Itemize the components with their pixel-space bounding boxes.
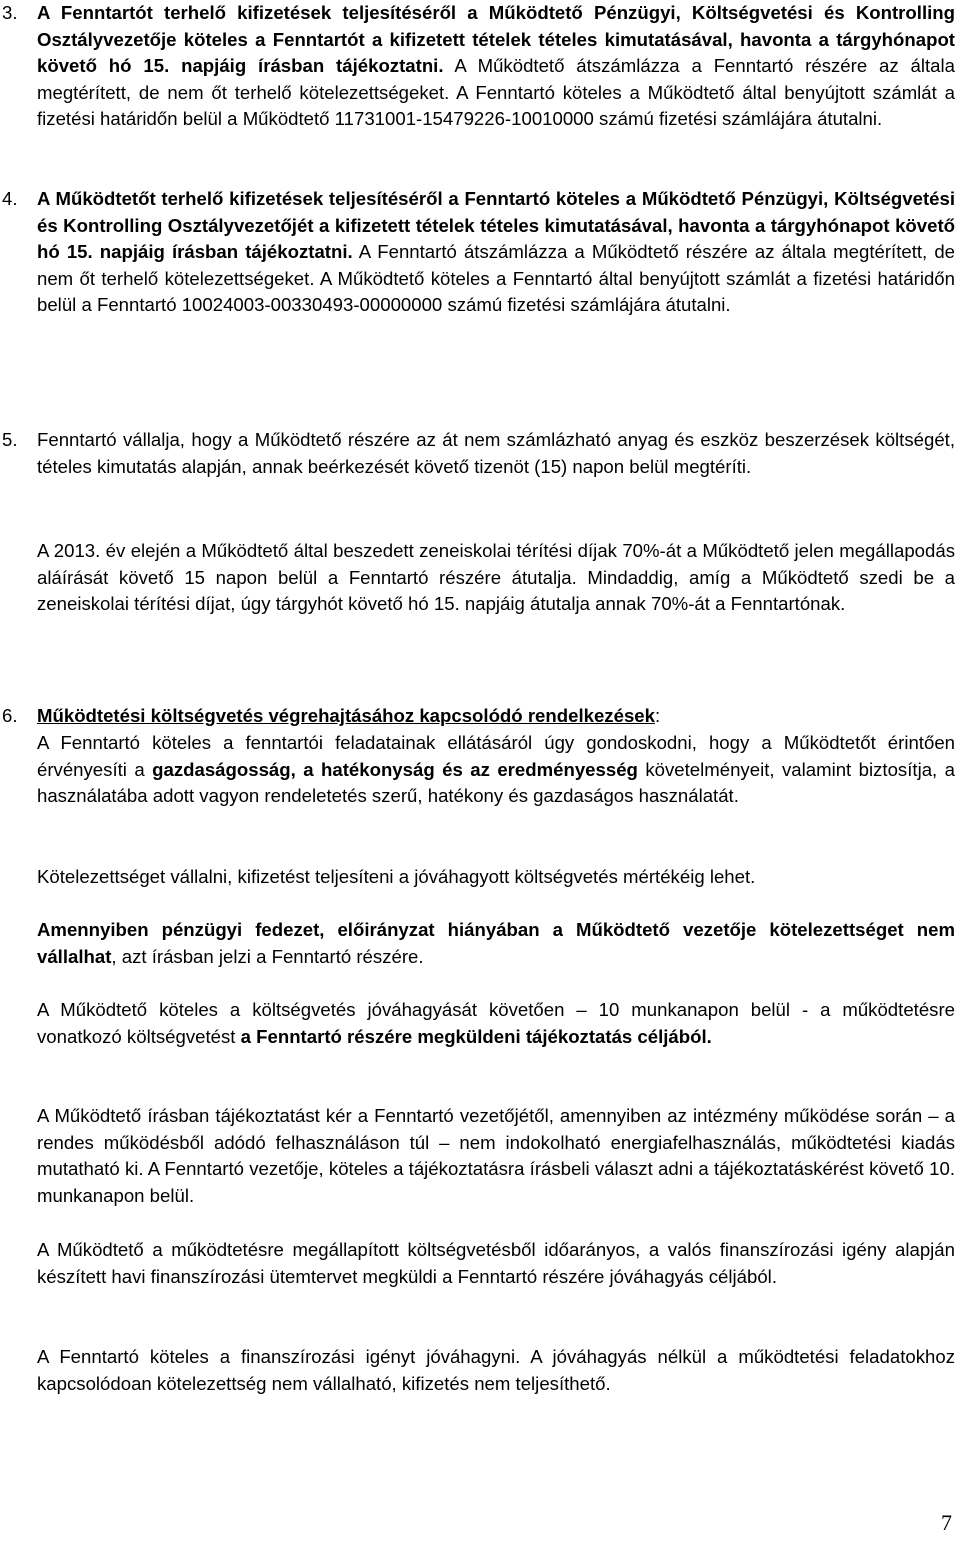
clause-6-paragraph-2: Kötelezettséget vállalni, kifizetést teljesíteni a jóváhagyott költségvetés mértékéig lehet. [37,866,756,887]
clause-5 [0,427,955,480]
p1-text-a: A Fenntartó köteles a fenntartói feladatainak ellátásáról úgy gondoskodni, hogy a Működtetőt érintően érvényesíti a [37,732,955,780]
p4-text: A Működtető köteles a költségvetés jóváhagyását követően – 10 munkanapon belül - a működtetésre vonatkozó költségvetést [37,999,955,1047]
clause-6-paragraph-4 [37,997,955,1050]
clause-number: 4. [2,188,18,209]
clause-3 [0,0,955,133]
clause-6-paragraph-3 [37,917,955,970]
clause-rest-text: A Fenntartó átszámlázza a Működtető részére az általa megtérített, de nem őt terhelő kötelezettségeket. A Működtető köteles a Fenntartó által benyújtott számlát a fizetési határidőn belül a Fenntartó 10024003-00330493-00000000 számú fizetési számlájára átutalni. [37,241,956,316]
section-heading-line [37,703,955,730]
clause-bold-text: A Fenntartót terhelő kifizetések teljesítéséről a Működtető Pénzügyi, Költségvetési és Kontrolling Osztályvezetője köteles a Fenntartót a kifizetett tételek tételes kimutatásával, havonta a tárgyhónapot követő hó 15. napjáig írásban tájékoztatni. [37,2,955,77]
p3-rest: , azt írásban jelzi a Fenntartó részére. [111,945,424,967]
heading-colon: : [654,705,661,726]
clause-text [37,186,955,319]
clause-5-paragraph-2: A 2013. év elején a Működtető által beszedett zeneiskolai térítési díjak 70%-át a Működtető jelen megállapodás aláírását követő 15 napon belül a Fenntartó részére átutalja. Mindaddig, amíg a Működtető szedi be a zeneiskolai térítési díjat, úgy tárgyhót követő hó 15. napjáig átutalja annak 70%-át a Fenntartónak. [37,540,955,615]
clause-6-paragraph-1 [37,730,955,810]
clause-text [37,0,955,133]
clause-4 [0,186,955,319]
section-heading: Működtetési költségvetés végrehajtásához kapcsolódó rendelkezések [37,705,655,726]
clause-6 [0,703,955,730]
clause-number: 5. [2,429,18,450]
clause-number: 6. [2,705,18,726]
p1-text-b: követelményeit, valamint biztosítja, a használatába adott vagyon rendeletetés szerű, hatékony és gazdaságos használatát. [37,758,955,807]
p1-bold: gazdaságosság, a hatékonyság és az eredményesség [152,758,638,780]
p4-bold: a Fenntartó részére megküldeni tájékoztatás céljából. [240,1025,712,1047]
clause-text: Fenntartó vállalja, hogy a Működtető részére az át nem számlázható anyag és eszköz beszerzések költségét, tételes kimutatás alapján, annak beérkezését követő tizenöt (15) napon belül megtéríti. [37,429,955,477]
clause-rest-text: A Működtető átszámlázza a Fenntartó részére az általa megtérített, de nem őt terhelő kötelezettségeket. A Fenntartó köteles a Működtető által benyújtott számlát a fizetési határidőn belül a Működtető 11731001-15479226-10010000 számú fizetési számlájára átutalni. [37,55,955,130]
clause-bold-text: A Működtetőt terhelő kifizetések teljesítéséről a Fenntartó köteles a Működtető Pénzügyi, Költségvetési és Kontrolling Osztályvezetőjét a kifizetett tételek tételes kimutatásával, havonta a tárgyhónapot követő hó 15. napjáig írásban tájékoztatni. [37,188,955,263]
clause-6-paragraph-7: A Fenntartó köteles a finanszírozási igényt jóváhagyni. A jóváhagyás nélkül a működtetési feladatokhoz kapcsolódoan kötelezettség nem vállalható, kifizetés nem teljesíthető. [37,1346,955,1394]
p3-bold: Amennyiben pénzügyi fedezet, előirányzat hiányában a Működtető vezetője kötelezettséget nem vállalhat [37,919,955,967]
clause-number: 3. [2,2,18,23]
clause-6-paragraph-6: A Működtető a működtetésre megállapított költségvetésből időarányos, a valós finanszírozási igény alapján készített havi finanszírozási ütemtervet megküldi a Fenntartó részére jóváhagyás céljából. [37,1239,955,1287]
clause-6-paragraph-5: A Működtető írásban tájékoztatást kér a Fenntartó vezetőjétől, amennyiben az intézmény működése során – a rendes működésből adódó felhasználáson túl – nem indokolható energiafelhasználás, működtetési kiadás mutatható ki. A Fenntartó vezetője, köteles a tájékoztatásra írásbeli választ adni a tájékoztatáskérést követő 10. munkanapon belül. [37,1105,955,1206]
page-number: 7 [941,1510,952,1535]
